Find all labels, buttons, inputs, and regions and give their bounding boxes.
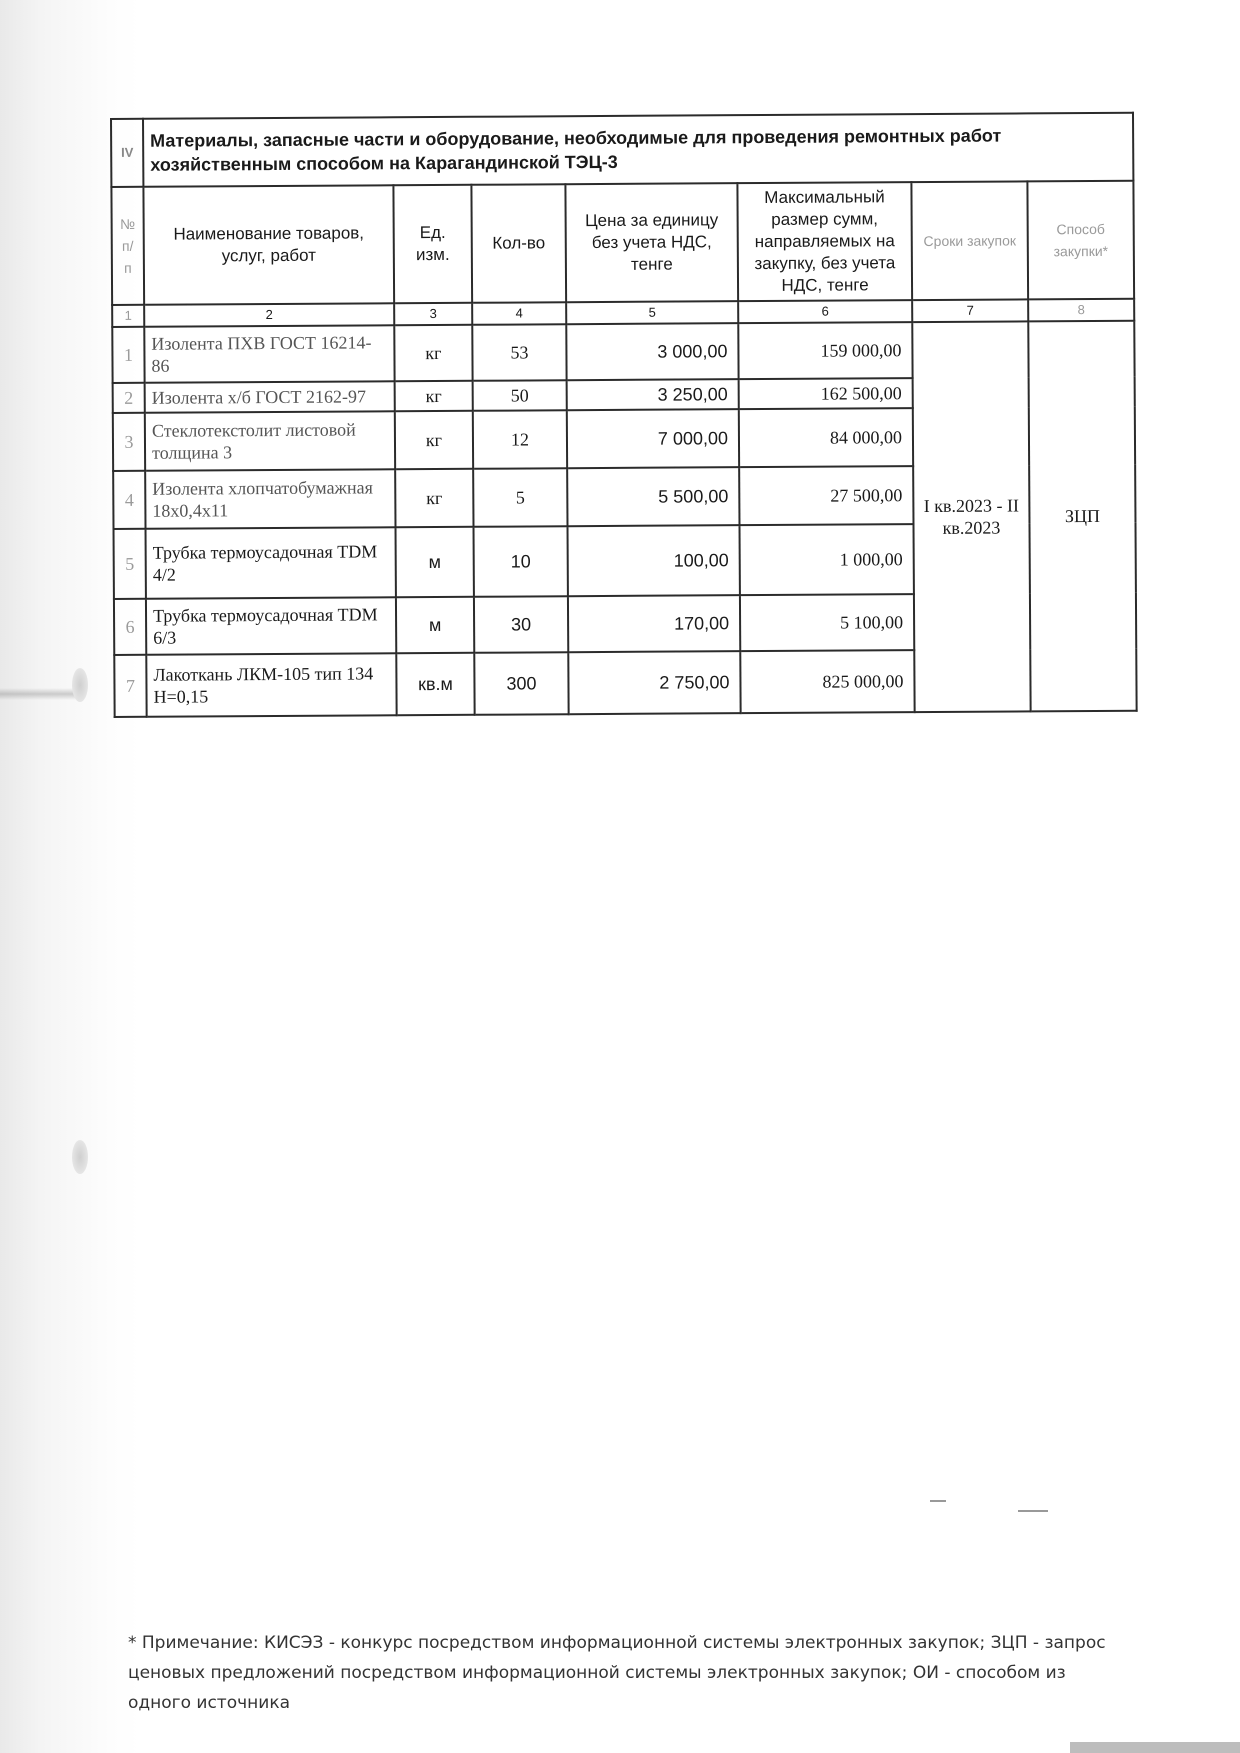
punch-hole [72, 668, 88, 702]
section-title: Материалы, запасные части и оборудование, необходимые для проведения ремонтных работ хозяйственным способом на Карагандинской ТЭЦ-3 [143, 113, 1133, 187]
item-qty: 10 [474, 526, 568, 597]
header-total: Максимальный размер сумм, направляемых на закупку, без учета НДС, тенге [737, 182, 912, 301]
procurement-method: ЗЦП [1028, 321, 1136, 712]
column-number: 1 [112, 305, 144, 327]
item-unit: м [396, 597, 474, 653]
item-price: 5 500,00 [567, 467, 739, 526]
table-row [112, 321, 1134, 383]
column-number: 2 [144, 303, 394, 327]
column-number: 5 [566, 301, 738, 324]
column-number: 6 [738, 300, 912, 323]
punch-hole [72, 1140, 88, 1174]
item-number: 6 [114, 599, 146, 655]
header-qty: Кол-во [471, 184, 566, 303]
header-name: Наименование товаров, услуг, работ [143, 185, 394, 305]
column-number: 3 [394, 303, 472, 325]
item-qty: 50 [473, 380, 567, 411]
pen-mark [930, 1500, 946, 1502]
item-unit: кв.м [396, 653, 474, 715]
item-unit: кг [395, 381, 473, 411]
item-qty: 5 [473, 468, 567, 527]
item-total: 84 000,00 [739, 408, 913, 467]
column-number: 8 [1028, 299, 1134, 322]
procurement-terms: I кв.2023 - II кв.2023 [912, 321, 1030, 712]
header-row [111, 181, 1134, 305]
item-unit: кг [395, 469, 473, 527]
paper-fold [0, 688, 78, 700]
item-total: 1 000,00 [739, 524, 913, 595]
footnote: * Примечание: КИСЭЗ - конкурс посредством информационной системы электронных закупок; ЗЦП - запрос ценовых предложений посредством информационной системы электронных закупок; ОИ - способом из одного источника [128, 1633, 1106, 1713]
item-price: 170,00 [568, 595, 740, 652]
header-price: Цена за единицу без учета НДС, тенге [565, 183, 738, 302]
item-unit: м [396, 527, 474, 597]
header-terms: Сроки закупок [911, 181, 1028, 300]
item-number: 7 [114, 655, 146, 717]
item-number: 5 [114, 529, 146, 599]
item-price: 7 000,00 [567, 409, 739, 468]
item-name: Изолента ПХВ ГОСТ 16214-86 [144, 325, 394, 383]
item-qty: 300 [474, 652, 568, 715]
section-number: IV [111, 119, 143, 187]
item-qty: 53 [472, 324, 566, 381]
item-number: 3 [113, 413, 145, 471]
item-total: 5 100,00 [740, 594, 914, 651]
item-unit: кг [394, 325, 472, 381]
item-qty: 12 [473, 410, 567, 469]
item-total: 159 000,00 [738, 322, 912, 379]
item-price: 3 250,00 [567, 379, 739, 410]
item-name: Изолента х/б ГОСТ 2162-97 [145, 381, 395, 413]
item-price: 100,00 [568, 525, 740, 596]
item-total: 162 500,00 [739, 378, 913, 409]
item-name: Стеклотекстолит листовой толщина 3 [145, 411, 395, 471]
section-row [111, 113, 1133, 187]
header-num: № п/п [111, 187, 144, 305]
item-name: Лакоткань ЛКМ-105 тип 134 H=0,15 [146, 653, 396, 717]
procurement-table-container [110, 112, 1136, 718]
item-price: 2 750,00 [568, 651, 740, 714]
scan-edge [1070, 1742, 1240, 1753]
procurement-table [110, 112, 1138, 718]
item-name: Трубка термоусадочная TDM 6/3 [146, 597, 396, 655]
item-number: 2 [113, 383, 145, 413]
item-number: 1 [112, 327, 144, 383]
pen-mark [1018, 1510, 1048, 1512]
item-qty: 30 [474, 596, 568, 653]
item-total: 825 000,00 [740, 650, 914, 713]
item-name: Изолента хлопчатобумажная 18х0,4х11 [145, 469, 395, 529]
item-number: 4 [113, 471, 145, 529]
header-method: Способ закупки* [1027, 181, 1134, 300]
item-total: 27 500,00 [739, 466, 913, 525]
column-number: 4 [472, 302, 566, 325]
item-name: Трубка термоусадочная TDM 4/2 [146, 527, 396, 599]
header-unit: Ед. изм. [393, 185, 472, 303]
item-price: 3 000,00 [566, 323, 738, 380]
column-number: 7 [912, 299, 1028, 322]
item-unit: кг [395, 411, 473, 469]
